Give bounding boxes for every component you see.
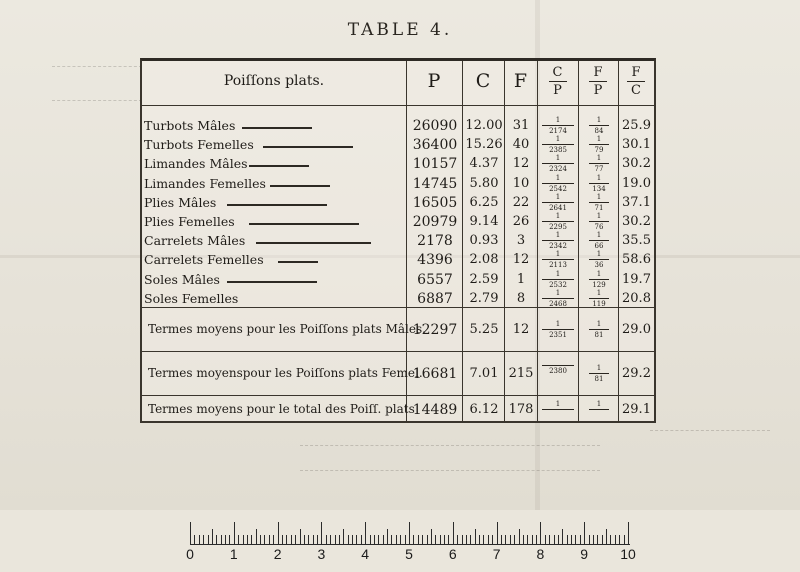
ruler-tick <box>615 535 616 544</box>
cell-fp-num: 1 <box>596 212 602 220</box>
bleed-through-rule <box>300 470 600 471</box>
summary-f: 215 <box>508 366 534 381</box>
cell-cp-num: 1 <box>555 135 561 144</box>
ruler-tick <box>221 535 222 544</box>
ruler-tick <box>391 535 392 544</box>
cell-fp-den: 36 <box>594 261 604 270</box>
header-f-over-p <box>578 61 618 101</box>
row-name: Soles Femelles <box>144 290 239 306</box>
ruler-tick <box>278 522 279 544</box>
cell-fc: 19.0 <box>622 175 651 191</box>
summary-name: Termes moyens pour le total des Poiſſ. plats <box>148 402 415 416</box>
cell-cp-num: 1 <box>555 288 561 297</box>
ruler-tick <box>413 535 414 544</box>
ruler-tick <box>440 535 441 544</box>
row-name: Plies Femelles <box>144 214 235 229</box>
summary-cp-den: 2380 <box>549 367 567 375</box>
cell-f: 22 <box>512 194 530 210</box>
ruler-tick <box>409 522 410 544</box>
ruler-tick <box>356 535 357 544</box>
header-fp-num: F <box>593 64 603 80</box>
summary-c: 7.01 <box>469 366 499 381</box>
ruler-tick <box>545 535 546 544</box>
cell-cp <box>539 154 577 173</box>
cell-cp <box>539 212 577 231</box>
ruler-tick <box>510 535 511 544</box>
cell-fp-num: 1 <box>596 231 602 240</box>
summary-c: 5.25 <box>469 322 499 337</box>
cell-f: 12 <box>512 252 530 268</box>
leader-dash <box>256 242 371 244</box>
cell-fp-num: 1 <box>596 116 602 124</box>
header-cp-den: P <box>553 82 562 98</box>
ruler-tick <box>523 535 524 544</box>
table-row <box>142 155 654 174</box>
ruler-tick <box>396 535 397 544</box>
ruler-tick <box>343 529 344 544</box>
leader-dash <box>249 165 309 167</box>
cell-fp-num: 1 <box>596 269 602 278</box>
cell-cp <box>539 193 577 212</box>
ruler-label: 10 <box>620 546 636 562</box>
ruler-tick <box>190 522 191 544</box>
cell-fp-den: 119 <box>592 299 606 308</box>
ruler-tick <box>444 535 445 544</box>
summary-p: 14489 <box>412 402 458 418</box>
leader-dash <box>263 146 353 148</box>
ruler-tick <box>549 535 550 544</box>
cell-cp-den: 2113 <box>549 261 567 270</box>
scale-ruler <box>190 522 630 545</box>
ruler-tick <box>470 535 471 544</box>
summary-row <box>142 321 654 340</box>
ruler-tick <box>584 522 585 544</box>
summary-fc: 29.2 <box>622 366 651 381</box>
cell-fp-den: 84 <box>594 127 604 135</box>
ruler-tick <box>243 535 244 544</box>
cell-fc: 35.5 <box>622 233 651 249</box>
cell-c: 5.80 <box>469 175 499 191</box>
cell-cp-den: 2468 <box>549 299 567 308</box>
summary-fp <box>579 400 619 411</box>
row-name: Turbots Femelles <box>144 137 254 153</box>
cell-p: 36400 <box>412 137 458 154</box>
cell-cp-den: 2641 <box>549 203 567 212</box>
row-name: Turbots Mâles <box>144 118 236 133</box>
cell-fp <box>579 154 619 173</box>
cell-f: 10 <box>512 175 530 191</box>
cell-fc: 30.2 <box>622 214 651 229</box>
ruler-tick <box>527 535 528 544</box>
ruler-tick <box>194 535 195 544</box>
cell-c: 12.00 <box>465 118 503 133</box>
cell-cp-den: 2295 <box>549 223 567 231</box>
row-name: Limandes Mâles <box>144 156 248 172</box>
ruler-tick <box>597 535 598 544</box>
header-fc-den: C <box>631 82 641 98</box>
bleed-through-rule <box>650 430 770 431</box>
ruler-tick <box>256 529 257 544</box>
header-cp-num: C <box>552 64 563 80</box>
ruler-tick <box>247 535 248 544</box>
cell-f: 31 <box>512 118 530 133</box>
cell-c: 15.26 <box>465 137 503 153</box>
ruler-tick <box>251 535 252 544</box>
summary-cp-den: 2351 <box>549 331 567 339</box>
cell-fc: 20.8 <box>622 290 651 306</box>
cell-fc: 30.2 <box>622 156 651 172</box>
bleed-through-rule <box>52 66 142 67</box>
ruler-label: 3 <box>317 546 326 562</box>
cell-p: 20979 <box>412 214 458 230</box>
row-name: Carrelets Femelles <box>144 252 264 268</box>
cell-cp-num: 1 <box>555 231 561 240</box>
ruler-tick <box>365 522 366 544</box>
cell-fp-num: 1 <box>596 250 602 259</box>
cell-f: 1 <box>516 271 526 287</box>
ruler-label: 7 <box>492 546 501 562</box>
leader-dash <box>227 204 327 206</box>
cell-c: 2.59 <box>469 271 499 287</box>
cell-c: 9.14 <box>469 214 499 229</box>
bleed-through-rule <box>52 100 142 101</box>
cell-fp <box>579 193 619 212</box>
ruler-tick <box>378 535 379 544</box>
cell-p: 16505 <box>412 194 458 211</box>
cell-fc: 58.6 <box>622 252 651 268</box>
ruler-label: 1 <box>229 546 238 562</box>
cell-f: 26 <box>512 214 530 229</box>
header-label: Poiſſons plats. <box>223 73 325 89</box>
leader-dash <box>249 223 359 225</box>
cell-fp-den: 79 <box>594 146 604 155</box>
table-title: TABLE 4. <box>347 20 453 40</box>
ruler-tick <box>422 535 423 544</box>
leader-dash <box>278 261 318 263</box>
cell-cp-num: 1 <box>555 173 561 182</box>
ruler-label: 9 <box>580 546 589 562</box>
cell-cp-den: 2532 <box>549 280 567 289</box>
summary-f: 178 <box>508 402 534 417</box>
summary-row <box>142 365 654 384</box>
ruler-label: 5 <box>405 546 413 562</box>
cell-fp <box>579 250 619 269</box>
cell-fc: 19.7 <box>622 271 651 287</box>
ruler-tick <box>348 535 349 544</box>
ruler-tick <box>282 535 283 544</box>
cell-fp <box>579 289 619 308</box>
cell-cp-num: 1 <box>555 116 561 124</box>
ruler-tick <box>457 535 458 544</box>
ruler-tick <box>532 535 533 544</box>
ruler-tick <box>335 535 336 544</box>
ruler-tick <box>400 535 401 544</box>
ruler-tick <box>610 535 611 544</box>
cell-p: 6887 <box>417 290 453 307</box>
cell-cp <box>539 270 577 289</box>
summary-cp-num: 1 <box>555 400 561 408</box>
cell-fp <box>579 212 619 231</box>
ruler-tick <box>300 529 301 544</box>
ruler-tick <box>536 535 537 544</box>
summary-row <box>142 401 654 420</box>
ruler-tick <box>212 529 213 544</box>
ruler-tick <box>387 529 388 544</box>
cell-f: 40 <box>512 137 530 153</box>
cell-fp-den: 71 <box>594 203 604 212</box>
ruler-tick <box>466 535 467 544</box>
leader-dash <box>242 127 312 129</box>
cell-fp <box>579 116 619 135</box>
ruler-tick <box>519 529 520 544</box>
cell-cp-den: 2342 <box>549 242 567 251</box>
data-table <box>140 58 656 423</box>
cell-p: 6557 <box>417 271 453 288</box>
ruler-tick <box>295 535 296 544</box>
header-f-over-c <box>618 61 654 101</box>
ruler-tick <box>540 522 541 544</box>
cell-fp-num: 1 <box>596 135 602 144</box>
cell-cp-num: 1 <box>555 269 561 278</box>
summary-cp <box>539 364 577 375</box>
ruler-tick <box>593 535 594 544</box>
leader-dash <box>270 185 330 187</box>
ruler-tick <box>514 535 515 544</box>
ruler-tick <box>628 522 629 544</box>
table-row <box>142 290 654 309</box>
ruler-label: 4 <box>361 546 370 562</box>
cell-cp <box>539 289 577 308</box>
table-row <box>142 251 654 270</box>
cell-cp <box>539 174 577 193</box>
cell-cp-den: 2174 <box>549 127 567 135</box>
ruler-tick <box>505 535 506 544</box>
ruler-tick <box>418 535 419 544</box>
cell-c: 4.37 <box>469 156 499 172</box>
bleed-through-rule <box>300 445 600 446</box>
summary-fp-num: 1 <box>596 400 602 408</box>
table-row <box>142 213 654 232</box>
cell-cp-den: 2542 <box>549 184 567 193</box>
table-row <box>142 194 654 213</box>
summary-rule <box>142 351 654 352</box>
ruler-tick <box>273 535 274 544</box>
cell-fp <box>579 174 619 193</box>
ruler-label: 8 <box>536 546 545 562</box>
ruler-tick <box>435 535 436 544</box>
ruler-tick <box>269 535 270 544</box>
ruler-tick <box>479 535 480 544</box>
cell-fp-den: 76 <box>594 223 604 231</box>
header-c: C <box>475 70 491 92</box>
ruler-tick <box>339 535 340 544</box>
ruler-tick <box>208 535 209 544</box>
ruler-tick <box>317 535 318 544</box>
summary-rule <box>142 395 654 396</box>
cell-fc: 30.1 <box>622 137 651 153</box>
header-c-over-p <box>537 61 578 101</box>
ruler-tick <box>260 535 261 544</box>
ruler-label: 0 <box>186 546 194 562</box>
summary-fp-den: 81 <box>594 331 604 339</box>
summary-c: 6.12 <box>469 402 499 417</box>
ruler-tick <box>492 535 493 544</box>
cell-p: 14745 <box>412 175 458 192</box>
ruler-tick <box>286 535 287 544</box>
ruler-tick <box>321 522 322 544</box>
ruler-tick <box>313 535 314 544</box>
ruler-tick <box>427 535 428 544</box>
ruler-tick <box>624 535 625 544</box>
summary-name: Termes moyenspour les Poiſſons plats Femel. <box>148 366 423 380</box>
summary-fc: 29.0 <box>622 322 651 337</box>
cell-fp <box>579 231 619 250</box>
ruler-tick <box>304 535 305 544</box>
cell-fp-num: 1 <box>596 192 602 201</box>
cell-c: 0.93 <box>469 233 499 249</box>
ruler-tick <box>580 535 581 544</box>
ruler-tick <box>575 535 576 544</box>
ruler-tick <box>562 529 563 544</box>
cell-fc: 37.1 <box>622 194 651 210</box>
row-name: Carrelets Mâles <box>144 233 246 249</box>
ruler-tick <box>330 535 331 544</box>
summary-cp-num: 1 <box>555 320 561 328</box>
ruler-tick <box>238 535 239 544</box>
ruler-tick <box>567 535 568 544</box>
summary-f: 12 <box>512 322 530 337</box>
cell-c: 2.08 <box>469 252 499 268</box>
cell-fp-num: 1 <box>596 154 602 163</box>
table-row <box>142 271 654 290</box>
cell-p: 4396 <box>417 252 453 269</box>
cell-fp <box>579 270 619 289</box>
cell-fp-den: 129 <box>592 280 606 289</box>
cell-c: 6.25 <box>469 194 499 210</box>
ruler-tick <box>352 535 353 544</box>
cell-f: 3 <box>516 233 526 249</box>
cell-cp-num: 1 <box>555 212 561 220</box>
ruler-label: 6 <box>448 546 457 562</box>
table-row <box>142 232 654 251</box>
table-row <box>142 136 654 155</box>
ruler-tick <box>558 535 559 544</box>
ruler-tick <box>602 535 603 544</box>
ruler-tick <box>234 522 235 544</box>
ruler-tick <box>383 535 384 544</box>
cell-cp-num: 1 <box>555 250 561 259</box>
header-fc-num: F <box>631 64 641 80</box>
ruler-tick <box>308 535 309 544</box>
cell-f: 12 <box>512 156 530 172</box>
ruler-tick <box>291 535 292 544</box>
ruler-tick <box>475 529 476 544</box>
table-row <box>142 117 654 136</box>
ruler-tick <box>606 529 607 544</box>
cell-cp <box>539 135 577 154</box>
summary-fp-num: 1 <box>596 320 602 328</box>
cell-cp-den: 2324 <box>549 165 567 174</box>
ruler-tick <box>374 535 375 544</box>
cell-cp-num: 1 <box>555 154 561 163</box>
cell-c: 2.79 <box>469 290 499 306</box>
ruler-tick <box>326 535 327 544</box>
summary-fp <box>579 364 619 383</box>
ruler-tick <box>225 535 226 544</box>
leader-dash <box>227 281 317 283</box>
summary-cp <box>539 400 577 411</box>
ruler-tick <box>264 535 265 544</box>
cell-fp-den: 66 <box>594 242 604 251</box>
ruler-tick <box>619 535 620 544</box>
ruler-tick <box>554 535 555 544</box>
ruler-tick <box>501 535 502 544</box>
ruler-tick <box>462 535 463 544</box>
row-name: Soles Mâles <box>144 271 220 287</box>
ruler-label: 2 <box>273 546 282 562</box>
ruler-tick <box>453 522 454 544</box>
ruler-tick <box>431 529 432 544</box>
summary-name: Termes moyens pour les Poiſſons plats Mâles. <box>148 322 426 336</box>
ruler-tick <box>448 535 449 544</box>
cell-p: 26090 <box>412 118 458 134</box>
ruler-tick <box>361 535 362 544</box>
summary-p: 12297 <box>412 322 458 338</box>
cell-cp <box>539 116 577 135</box>
cell-cp-num: 1 <box>555 192 561 201</box>
ruler-tick <box>199 535 200 544</box>
cell-fp <box>579 135 619 154</box>
table-row <box>142 175 654 194</box>
cell-fp-num: 1 <box>596 173 602 182</box>
summary-fp-den: 81 <box>594 375 604 383</box>
summary-p: 16681 <box>412 366 458 382</box>
summary-fc: 29.1 <box>622 402 651 417</box>
row-name: Limandes Femelles <box>144 175 266 191</box>
header-fp-den: P <box>593 82 603 98</box>
cell-cp-den: 2385 <box>549 146 567 155</box>
summary-fp-num: 1 <box>596 364 602 372</box>
header-p: P <box>427 70 441 92</box>
header-rule <box>142 105 654 106</box>
summary-fp <box>579 320 619 339</box>
cell-cp <box>539 250 577 269</box>
summary-cp <box>539 320 577 339</box>
cell-fc: 25.9 <box>622 118 651 133</box>
ruler-tick <box>405 535 406 544</box>
cell-fp-den: 77 <box>594 165 604 174</box>
ruler-tick <box>497 522 498 544</box>
cell-cp <box>539 231 577 250</box>
ruler-tick <box>229 535 230 544</box>
ruler-tick <box>370 535 371 544</box>
cell-f: 8 <box>516 290 526 306</box>
ruler-tick <box>571 535 572 544</box>
cell-fp-den: 134 <box>592 184 606 193</box>
summary-rule <box>142 307 654 308</box>
ruler-tick <box>589 535 590 544</box>
cell-p: 10157 <box>412 156 458 173</box>
cell-p: 2178 <box>417 233 453 250</box>
header-f: F <box>513 70 528 92</box>
ruler-tick <box>488 535 489 544</box>
cell-fp-num: 1 <box>596 288 602 297</box>
row-name: Plies Mâles <box>144 194 217 210</box>
ruler-tick <box>483 535 484 544</box>
ruler-tick <box>203 535 204 544</box>
ruler-tick <box>216 535 217 544</box>
